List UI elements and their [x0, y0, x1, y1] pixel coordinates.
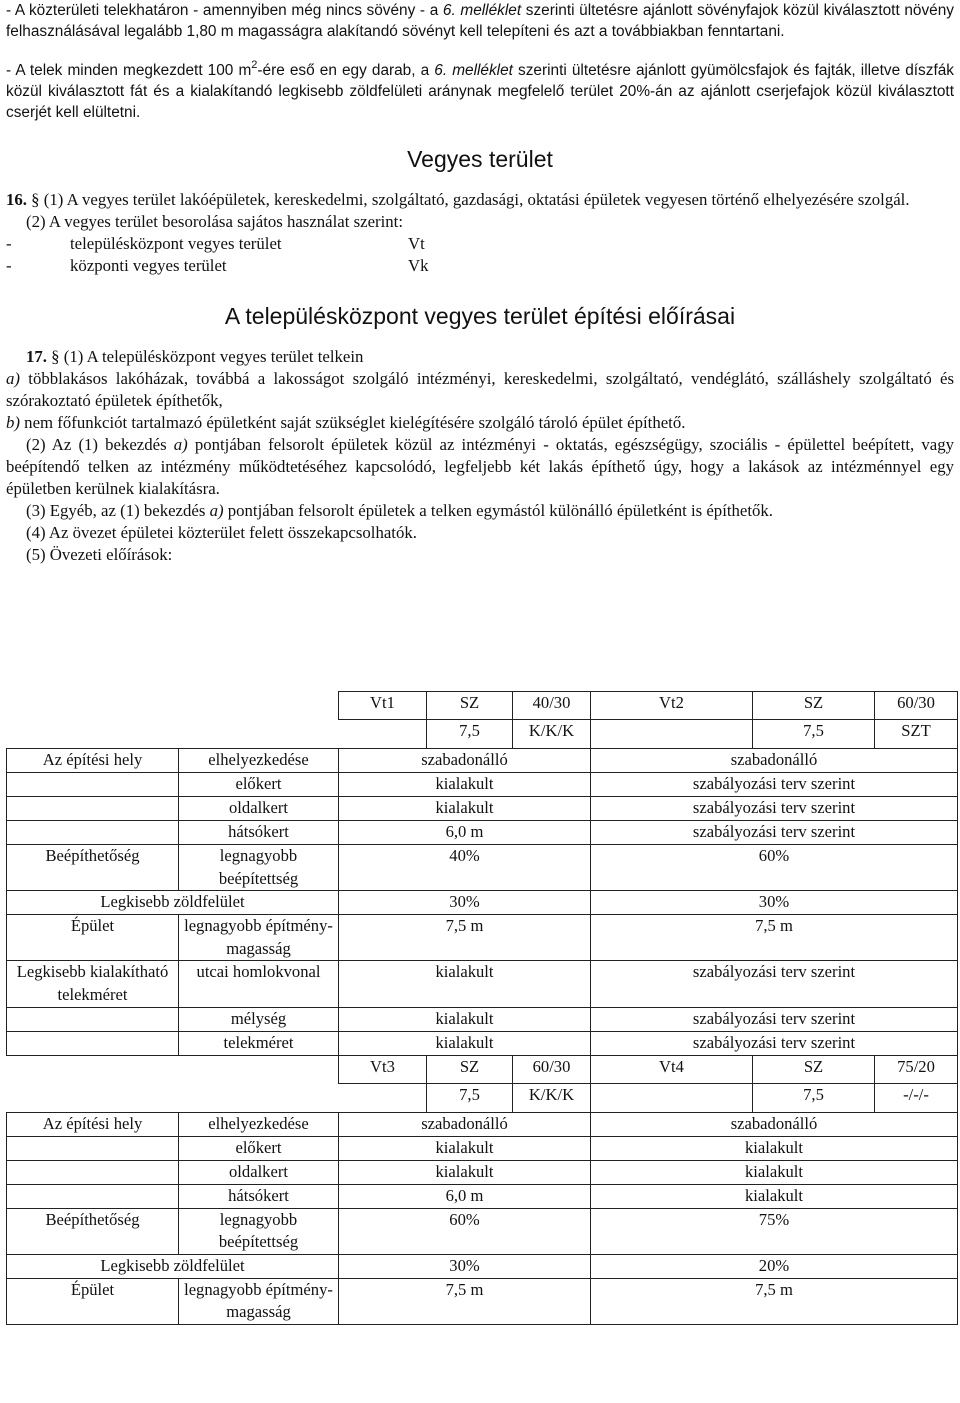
paragraph-17-5: (5) Övezeti előírások: [26, 545, 173, 564]
row-group-label: Épület [7, 1278, 179, 1324]
row-label: elhelyezkedése [179, 749, 339, 773]
table-row [7, 1136, 958, 1160]
table-cell: 7,5 [427, 720, 513, 749]
paragraph-sovteny [6, 0, 954, 42]
section-number: 16. [6, 190, 27, 209]
superscript: 2 [251, 59, 258, 71]
list-dash: - [6, 234, 12, 253]
row-label: Legkisebb zöldfelület [7, 1254, 339, 1278]
row-label: hátsókert [179, 821, 339, 845]
table-cell: SZ [427, 692, 513, 720]
table-cell: 7,5 m [591, 915, 958, 961]
section-heading-telepuleskozpont: A településközpont vegyes terület építési előírásai [224, 303, 736, 329]
table-cell: szabályozási terv szerint [591, 1007, 958, 1031]
table-cell: 6,0 m [339, 1184, 591, 1208]
table-cell: 60/30 [513, 1055, 591, 1083]
table-row [7, 845, 958, 891]
text: többlakásos lakóházak, továbbá a lakosságot szolgáló intézményi, kereskedelmi, szolgáltató, vendéglátó, szálláshely szolgáltató és szórakoztató épületek építhetők, [6, 369, 954, 410]
table-row [7, 1208, 958, 1254]
table-cell: 30% [339, 891, 591, 915]
text: - A közterületi telekhatáron - amennyiben még nincs sövény - a [6, 2, 443, 19]
row-group-label: Az építési hely [7, 1112, 179, 1136]
table-cell: szabályozási terv szerint [591, 797, 958, 821]
paragraph-17-4: (4) Az övezet épületei közterület felett összekapcsolhatók. [26, 523, 417, 542]
table-cell: SZ [427, 1055, 513, 1083]
section-sign: § [26, 190, 40, 209]
table-cell: szabályozási terv szerint [591, 961, 958, 1007]
row-label: előkert [179, 773, 339, 797]
table-cell: szabályozási terv szerint [591, 1031, 958, 1055]
table-row [7, 692, 958, 720]
paragraph-17-3 [6, 500, 954, 522]
table-cell: kialakult [339, 1160, 591, 1184]
section-number: 17. [26, 347, 47, 366]
point-label: a) [173, 435, 188, 454]
row-label: hátsókert [179, 1184, 339, 1208]
paragraph-faultetes [6, 60, 954, 123]
table-cell: 7,5 m [339, 1278, 591, 1324]
table-cell: -/-/- [875, 1083, 958, 1112]
zone-code: Vt3 [339, 1055, 427, 1083]
table-cell: 60% [591, 845, 958, 891]
row-label: Legkisebb zöldfelület [7, 891, 339, 915]
paragraph-17-1 [6, 346, 954, 368]
text: - A telek minden megkezdett 100 m [6, 62, 252, 79]
list-dash: - [6, 256, 12, 275]
table-cell: 60% [339, 1208, 591, 1254]
table-row [7, 797, 958, 821]
paragraph-17-1-b [6, 412, 954, 434]
point-label: b) [6, 413, 20, 432]
text: pontjában felsorolt épületek közül az intézményi - oktatás, egészségügy, szociális - épülettel beépített, vagy beépítendő telken az intézmény működtetéséhez kapcsolódó, legfeljebb két lakás építhető úgy, hogy a lakások az intézménnyel egy épületben kerülnek kialakításra. [6, 435, 954, 498]
table-cell: 30% [591, 891, 958, 915]
table-row [7, 773, 958, 797]
table-cell: kialakult [339, 773, 591, 797]
row-label: legnagyobb építmény-magasság [179, 915, 339, 961]
row-group-label: Legkisebb kialakítható telekméret [7, 961, 179, 1007]
table-cell: 7,5 [753, 720, 875, 749]
table-row [7, 961, 958, 1007]
row-group-label: Az építési hely [7, 749, 179, 773]
table-cell: 40/30 [513, 692, 591, 720]
table-row [7, 1112, 958, 1136]
section-sign: § [46, 347, 60, 366]
table-row [7, 821, 958, 845]
table-cell: kialakult [591, 1136, 958, 1160]
paragraph-17-1-a [6, 368, 954, 412]
zone-code: Vt2 [591, 692, 753, 720]
table-cell: szabályozási terv szerint [591, 773, 958, 797]
annex-ref: 6. melléklet [434, 62, 513, 79]
table-cell: 20% [591, 1254, 958, 1278]
text: -ére eső en egy darab, a [257, 62, 435, 79]
table-cell: 75% [591, 1208, 958, 1254]
table-cell: kialakult [591, 1184, 958, 1208]
list-label: településközpont vegyes terület [70, 234, 282, 253]
zone-code: Vt1 [339, 692, 427, 720]
row-label: elhelyezkedése [179, 1112, 339, 1136]
row-label: telekméret [179, 1031, 339, 1055]
point-label: a) [209, 501, 224, 520]
table-cell: szabadonálló [591, 1112, 958, 1136]
table-cell: szabadonálló [339, 749, 591, 773]
table-row [7, 1160, 958, 1184]
text: nem főfunkciót tartalmazó épületként saját szükséglet kielégítésére szolgáló tároló épület építhető. [19, 413, 686, 432]
table-row [7, 749, 958, 773]
list-item [6, 233, 954, 255]
table-cell: kialakult [339, 961, 591, 1007]
row-label: utcai homlokvonal [179, 961, 339, 1007]
text: (1) A vegyes terület lakóépületek, kereskedelmi, szolgáltató, gazdasági, oktatási épületek vegyesen történő elhelyezésére szolgál. [39, 190, 910, 209]
point-label: a) [6, 369, 20, 388]
table-cell: K/K/K [513, 720, 591, 749]
table-row [7, 720, 958, 749]
document-page [6, 0, 954, 566]
table-row [7, 1278, 958, 1324]
table-row [7, 1254, 958, 1278]
row-label: oldalkert [179, 797, 339, 821]
table-cell: szabadonálló [591, 749, 958, 773]
table-cell: kialakult [339, 1007, 591, 1031]
table-cell: 7,5 [427, 1083, 513, 1112]
paragraph-16-1 [6, 189, 954, 211]
table-cell: 40% [339, 845, 591, 891]
paragraph-17-2 [6, 434, 954, 500]
row-label: legnagyobb beépítettség [179, 1208, 339, 1254]
zoning-rules-table [6, 691, 958, 1325]
row-label: oldalkert [179, 1160, 339, 1184]
section-heading-vegyes: Vegyes terület [407, 146, 553, 172]
list-code: Vk [408, 256, 429, 275]
text: (3) Egyéb, az (1) bekezdés [26, 501, 210, 520]
row-group-label: Épület [7, 915, 179, 961]
table-cell: 7,5 [753, 1083, 875, 1112]
table-cell: 7,5 m [339, 915, 591, 961]
table-cell: 75/20 [875, 1055, 958, 1083]
table-cell: K/K/K [513, 1083, 591, 1112]
table-row [7, 1055, 958, 1083]
table-row [7, 1184, 958, 1208]
table-cell: kialakult [591, 1160, 958, 1184]
row-label: előkert [179, 1136, 339, 1160]
list-label: központi vegyes terület [70, 256, 227, 275]
table-row [7, 915, 958, 961]
table-cell: SZ [753, 692, 875, 720]
list-code: Vt [408, 234, 425, 253]
list-item [6, 255, 954, 277]
table-cell: kialakult [339, 1031, 591, 1055]
row-label: legnagyobb beépítettség [179, 845, 339, 891]
text: pontjában felsorolt épületek a telken egymástól különálló épületként is építhetők. [223, 501, 774, 520]
table-cell: 7,5 m [591, 1278, 958, 1324]
table-cell: szabályozási terv szerint [591, 821, 958, 845]
zone-code: Vt4 [591, 1055, 753, 1083]
text: szerinti ültetésre ajánlott gyümölcsfajok és fajták, illetve díszfák közül kiválasztott fát és a kialakítandó legkisebb zöldfelületi aránynak megfelelő terület 20%-án az ajánlott cserjefajok közül kiválasztott cserjét kell elültetni. [6, 62, 954, 121]
paragraph-16-2: (2) A vegyes terület besorolása sajátos használat szerint: [26, 212, 403, 231]
table-row [7, 891, 958, 915]
row-group-label: Beépíthetőség [7, 845, 179, 891]
table-cell: kialakult [339, 1136, 591, 1160]
table-row [7, 1007, 958, 1031]
annex-ref: 6. melléklet [442, 2, 522, 19]
text: szerinti ültetésre ajánlott sövényfajok közül kiválasztott növény felhasználásával legalább 1,80 m magasságra alakítandó sövényt kell telepíteni és azt a továbbiakban fenntartani. [6, 2, 954, 40]
table-cell: szabadonálló [339, 1112, 591, 1136]
text: (1) A településközpont vegyes terület telkein [59, 347, 364, 366]
table-cell: 6,0 m [339, 821, 591, 845]
row-label: mélység [179, 1007, 339, 1031]
table-cell: SZ [753, 1055, 875, 1083]
row-label: legnagyobb építmény-magasság [179, 1278, 339, 1324]
table-row [7, 1083, 958, 1112]
table-cell: kialakult [339, 797, 591, 821]
text: (2) Az (1) bekezdés [26, 435, 174, 454]
row-group-label: Beépíthetőség [7, 1208, 179, 1254]
table-row [7, 1031, 958, 1055]
table-cell: SZT [875, 720, 958, 749]
table-cell: 60/30 [875, 692, 958, 720]
table-cell: 30% [339, 1254, 591, 1278]
